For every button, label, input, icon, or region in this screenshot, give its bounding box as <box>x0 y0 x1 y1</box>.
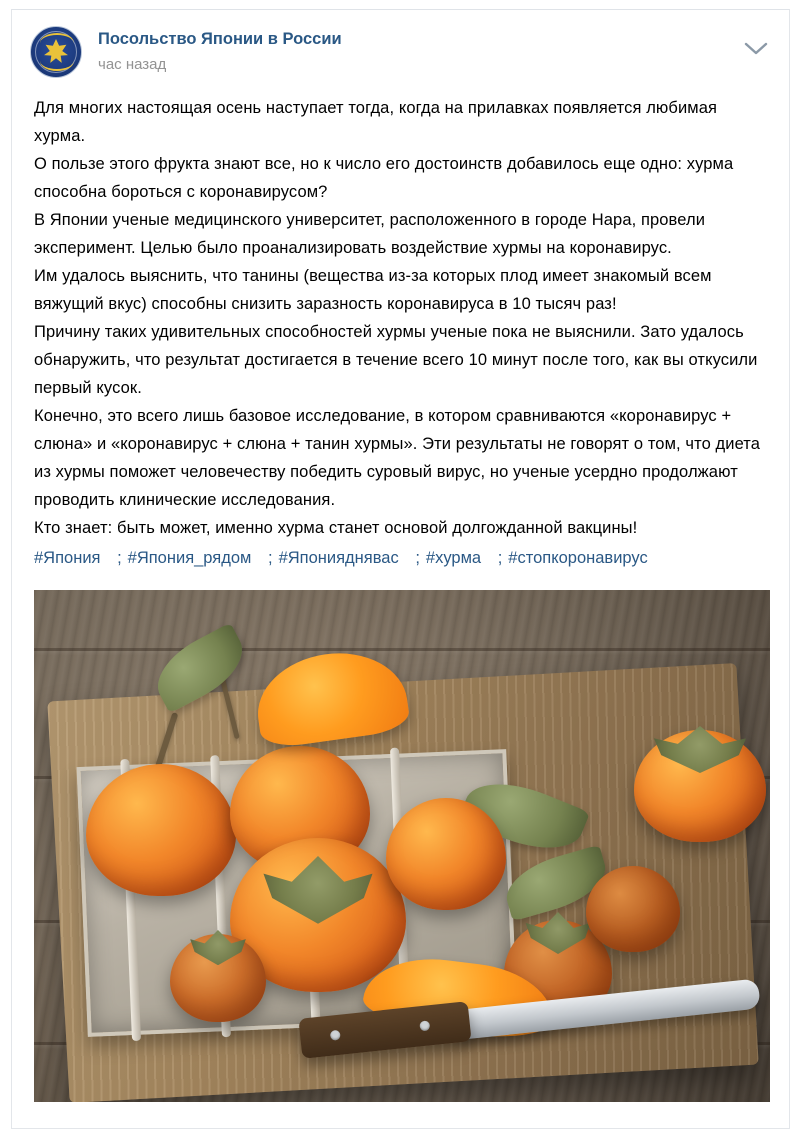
post-header <box>12 10 789 86</box>
post-photo[interactable] <box>34 590 770 1102</box>
persimmon-fruit <box>634 730 766 842</box>
chevron-down-icon[interactable] <box>743 40 769 56</box>
post-paragraph: О пользе этого фрукта знают все, но к число его достоинств добавилось еще одно: хурма способна бороться с коронавирусом? <box>34 155 734 201</box>
hashtag-link[interactable]: #хурма <box>425 549 482 567</box>
knife-rivet <box>419 1020 430 1031</box>
hashtag-separator: ; <box>117 549 122 567</box>
wood-plank-seam <box>34 648 770 651</box>
persimmon-calyx <box>263 856 372 924</box>
post-author-block <box>98 26 342 75</box>
knife-rivet <box>330 1030 341 1041</box>
post-paragraph: Для многих настоящая осень наступает тогда, когда на прилавках появляется любимая хурма. <box>34 99 718 145</box>
hashtag-link[interactable]: #Япония <box>34 549 101 567</box>
embassy-crest-avatar[interactable] <box>30 26 82 78</box>
post-paragraph: В Японии ученые медицинского университет, расположенного в городе Нара, провели эксперимент. Целью было проанализировать воздействие хурмы на коронавирус. <box>34 211 706 257</box>
persimmon-fruit <box>386 798 506 910</box>
hashtag-list <box>34 544 767 572</box>
hashtag-link[interactable]: #Япония_рядом <box>127 549 252 567</box>
post-paragraph: Причину таких удивительных способностей хурмы ученые пока не выяснили. Зато удалось обнаружить, что результат достигается в течение всего 10 минут после того, как вы откусили первый кусок. <box>34 323 758 397</box>
dried-persimmon <box>170 934 266 1022</box>
post-paragraph: Конечно, это всего лишь базовое исследование, в котором сравниваются «коронавирус + слюна» и «коронавирус + слюна + танин хурмы». Эти результаты не говорят о том, что диета из хурмы поможет человечеству победить суровый вирус, но ученые усердно продолжают проводить клинические исследования. <box>34 407 761 509</box>
post-paragraph: Им удалось выяснить, что танины (вещества из-за которых плод имеет знакомый всем вяжущий вкус) способны снизить заразность коронавируса в 10 тысяч раз! <box>34 267 712 313</box>
hashtag-separator: ; <box>497 549 503 567</box>
hashtag-separator: ; <box>415 549 420 567</box>
hashtag-link[interactable]: #Японияднявас <box>278 549 399 567</box>
dried-persimmon <box>586 866 680 952</box>
hashtag-link[interactable]: #стопкоронавирус <box>508 549 648 567</box>
post-paragraph: Кто знает: быть может, именно хурма станет основой долгожданной вакцины! <box>34 519 638 537</box>
social-post-card <box>11 9 790 1129</box>
hashtag-separator: ; <box>267 549 273 567</box>
post-timestamp[interactable]: час назад <box>98 56 167 73</box>
persimmon-fruit <box>86 764 236 896</box>
post-text <box>12 86 789 572</box>
photo-background-wood <box>34 590 770 1102</box>
post-author-name[interactable]: Посольство Японии в России <box>98 30 342 48</box>
